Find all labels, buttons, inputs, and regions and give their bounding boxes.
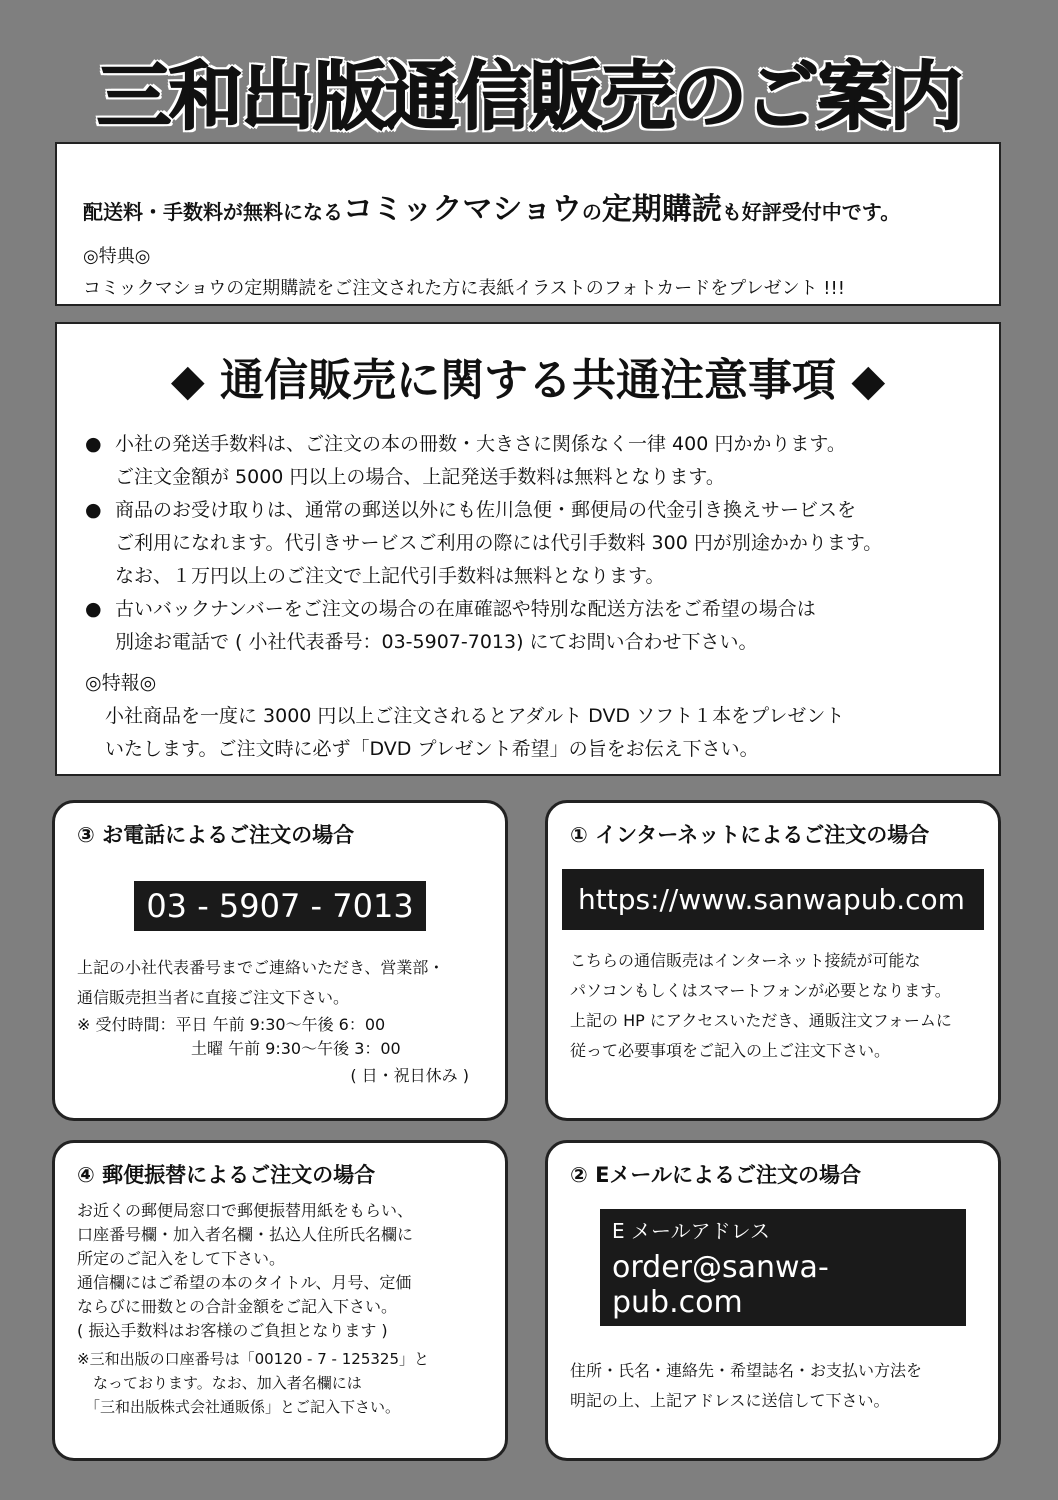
special-line: 小社商品を一度に 3000 円以上ご注文されるとアダルト DVD ソフト１本をプレゼント [105, 705, 845, 727]
internet-line: こちらの通信販売はインターネット接続が可能な [570, 951, 921, 970]
internet-line: 上記の HP にアクセスいただき、通販注文フォームに [570, 1011, 952, 1030]
account-line: ※三和出版の口座番号は「00120 - 7 - 125325」と [77, 1350, 429, 1368]
page-title: 三和出版通信販売のご案内 [97, 54, 961, 140]
postal-line: 通信欄にはご希望の本のタイトル、月号、定価 [77, 1273, 412, 1292]
email-line: 住所・氏名・連絡先・希望誌名・お支払い方法を [570, 1361, 923, 1380]
bonus-heading: ◎特典◎ [83, 246, 151, 267]
postal-line: 口座番号欄・加入者名欄・払込人住所氏名欄に [77, 1225, 414, 1244]
postal-line: ならびに冊数との合計金額をご記入下さい。 [77, 1297, 398, 1316]
note-line: 古いバックナンバーをご注文の場合の在庫確認や特別な配送方法をご希望の場合は [115, 598, 816, 620]
email-label: E メールアドレス [612, 1219, 770, 1243]
website-url[interactable]: https://www.sanwapub.com [562, 869, 984, 930]
hours-saturday: 土曜 午前 9:30〜午後 3：00 [191, 1039, 401, 1058]
phone-order-panel [52, 800, 508, 1121]
note-bullet [85, 494, 971, 593]
special-text [85, 700, 971, 766]
postal-heading: ④ 郵便振替によるご注文の場合 [77, 1163, 376, 1187]
email-line: 明記の上、上記アドレスに送信して下さい。 [570, 1391, 890, 1410]
email-order-panel [545, 1140, 1001, 1461]
note-line: 別途お電話で ( 小社代表番号：03-5907-7013) にてお問い合わせ下さい。 [115, 631, 758, 653]
special-line: いたします。ご注文時に必ず「DVD プレゼント希望」の旨をお伝え下さい。 [105, 738, 759, 760]
note-line: なお、１万円以上のご注文で上記代引手数料は無料となります。 [115, 565, 665, 587]
note-line: ご注文金額が 5000 円以上の場合、上記発送手数料は無料となります。 [115, 466, 725, 488]
phone-line: 上記の小社代表番号までご連絡いただき、営業部・ [77, 958, 445, 977]
subscription-label: 定期購読 [601, 192, 722, 227]
subscription-headline [83, 184, 973, 228]
headline-prefix: 配送料・手数料が無料になる [83, 200, 343, 224]
internet-order-panel [545, 800, 1001, 1121]
note-bullet [85, 428, 971, 494]
postal-order-panel [52, 1140, 508, 1461]
subscription-box [55, 142, 1001, 306]
email-address[interactable]: order@sanwa-pub.com [612, 1250, 829, 1320]
account-line: なっております。なお、加入者名欄には [93, 1374, 362, 1392]
internet-line: 従って必要事項をご記入の上ご注文下さい。 [570, 1041, 891, 1060]
note-bullet [85, 593, 971, 659]
phone-heading: ③ お電話によるご注文の場合 [77, 823, 355, 847]
internet-line: パソコンもしくはスマートフォンが必要となります。 [570, 981, 951, 1000]
hours-weekday: ※ 受付時間：平日 午前 9:30〜午後 6：00 [77, 1015, 386, 1034]
postal-line: ( 振込手数料はお客様のご負担となります ) [77, 1321, 388, 1340]
note-line: 商品のお受け取りは、通常の郵送以外にも佐川急便・郵便局の代金引き換えサービスを [115, 499, 857, 521]
headline-particle: の [581, 200, 602, 224]
special-heading: ◎特報◎ [85, 672, 157, 694]
notes-box [55, 322, 1001, 776]
postal-line: お近くの郵便局窓口で郵便振替用紙をもらい、 [77, 1201, 414, 1220]
note-line: ご利用になれます。代引きサービスご利用の際には代引手数料 300 円が別途かかります。 [115, 532, 883, 554]
note-line: 小社の発送手数料は、ご注文の本の冊数・大きさに関係なく一律 400 円かかります。 [115, 433, 846, 455]
postal-line: 所定のご記入をして下さい。 [77, 1249, 286, 1268]
notes-heading: ◆ 通信販売に関する共通注意事項 ◆ [170, 355, 886, 406]
phone-line: 通信販売担当者に直接ご注文下さい。 [77, 988, 350, 1007]
email-box [600, 1209, 966, 1326]
headline-suffix: も好評受付中です。 [721, 200, 901, 224]
internet-heading: ① インターネットによるご注文の場合 [570, 823, 930, 847]
phone-number[interactable]: 03 - 5907 - 7013 [134, 881, 425, 931]
email-heading: ② Eメールによるご注文の場合 [570, 1163, 862, 1187]
bonus-text: コミックマショウの定期購読をご注文された方に表紙イラストのフォトカードをプレゼント !!! [83, 278, 845, 299]
closed-days: ( 日・祝日休み ) [350, 1066, 469, 1085]
magazine-name: コミックマショウ [343, 192, 582, 227]
account-line: 「三和出版株式会社通販係」とご記入下さい。 [85, 1398, 401, 1416]
